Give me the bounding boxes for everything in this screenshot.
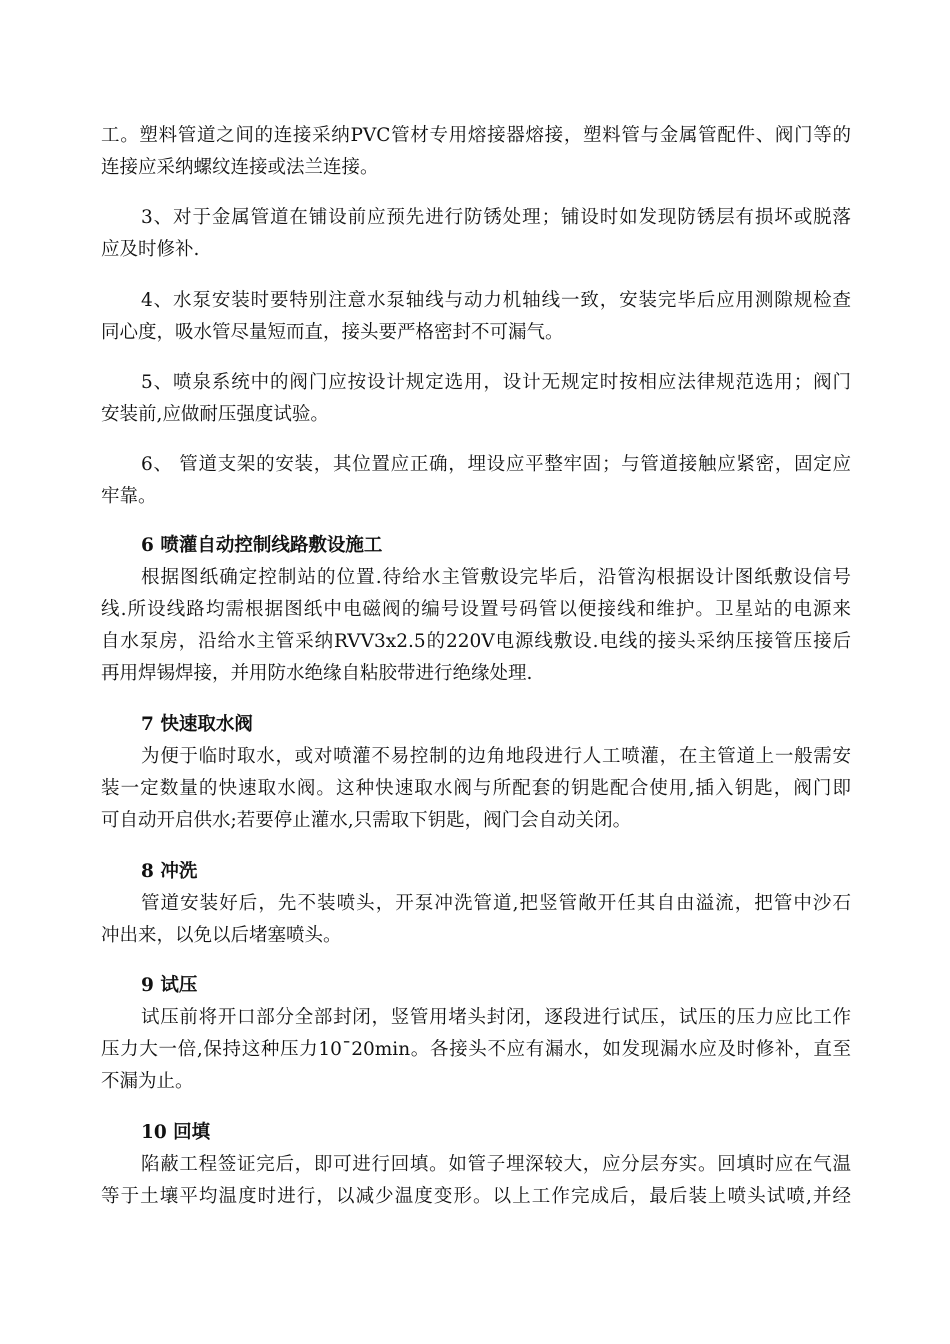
list-item-4-line: 4、水泵安装时要特别注意水泵轴线与动力机轴线一致，安装完毕后应用测隙规检查 (141, 290, 851, 311)
section-9-line: 不漏为止。 (101, 1071, 194, 1092)
section-10-line: 陷蔽工程签证完后，即可进行回填。如管子埋深较大，应分层夯实。回填时应在气温 (141, 1154, 851, 1175)
section-8-line: 冲出来，以免以后堵塞喷头。 (101, 925, 342, 946)
section-6-line: 再用焊锡焊接，并用防水绝缘自粘胶带进行绝缘处理. (101, 663, 533, 684)
section-9-line: 压力大一倍,保持这种压力10¯20min。各接头不应有漏水，如发现漏水应及时修补，直至 (101, 1039, 851, 1060)
list-item-5-line: 安装前,应做耐压强度试验。 (101, 404, 329, 425)
paragraph-line: 连接应采纳螺纹连接或法兰连接。 (101, 157, 379, 178)
list-item-6-line: 6、 管道支架的安装，其位置应正确，埋设应平整牢固；与管道接触应紧密，固定应 (141, 454, 851, 475)
section-6-line: 自水泵房，沿给水主管采纳RVV3x2.5的220V电源线敷设.电线的接头采纳压接管压接后 (101, 631, 851, 652)
list-item-4-line: 同心度，吸水管尽量短而直，接头要严格密封不可漏气。 (101, 322, 564, 343)
section-6-line: 线.所设线路均需根据图纸中电磁阀的编号设置号码管以便接线和维护。卫星站的电源来 (101, 599, 851, 620)
section-6-line: 根据图纸确定控制站的位置.待给水主管敷设完毕后，沿管沟根据设计图纸敷设信号 (141, 567, 851, 588)
section-heading-8: 8 冲洗 (141, 861, 198, 882)
list-item-6-line: 牢靠。 (101, 486, 157, 507)
section-7-line: 装一定数量的快速取水阀。这种快速取水阀与所配套的钥匙配合使用,插入钥匙，阀门即 (101, 778, 851, 799)
list-item-3-line: 3、对于金属管道在铺设前应预先进行防锈处理；铺设时如发现防锈层有损坏或脱落 (141, 207, 851, 228)
section-7-line: 为便于临时取水，或对喷灌不易控制的边角地段进行人工喷灌，在主管道上一般需安 (141, 746, 851, 767)
section-heading-10: 10 回填 (141, 1122, 211, 1143)
list-item-5-line: 5、喷泉系统中的阀门应按设计规定选用，设计无规定时按相应法律规范选用；阀门 (141, 372, 851, 393)
section-9-line: 试压前将开口部分全部封闭，竖管用堵头封闭，逐段进行试压，试压的压力应比工作 (141, 1007, 851, 1028)
list-item-3-line: 应及时修补. (101, 239, 200, 260)
section-heading-6: 6 喷灌自动控制线路敷设施工 (141, 535, 383, 556)
section-10-line: 等于土壤平均温度时进行，以减少温度变形。以上工作完成后，最后装上喷头试喷,并经 (101, 1186, 851, 1207)
section-8-line: 管道安装好后，先不装喷头，开泵冲洗管道,把竖管敞开任其自由溢流，把管中沙石 (141, 893, 851, 914)
section-7-line: 可自动开启供水;若要停止灌水,只需取下钥匙，阀门会自动关闭。 (101, 810, 632, 831)
section-heading-7: 7 快速取水阀 (141, 714, 253, 735)
paragraph-line: 工。塑料管道之间的连接采纳PVC管材专用熔接器熔接，塑料管与金属管配件、阀门等的 (101, 125, 851, 146)
section-heading-9: 9 试压 (141, 975, 198, 996)
